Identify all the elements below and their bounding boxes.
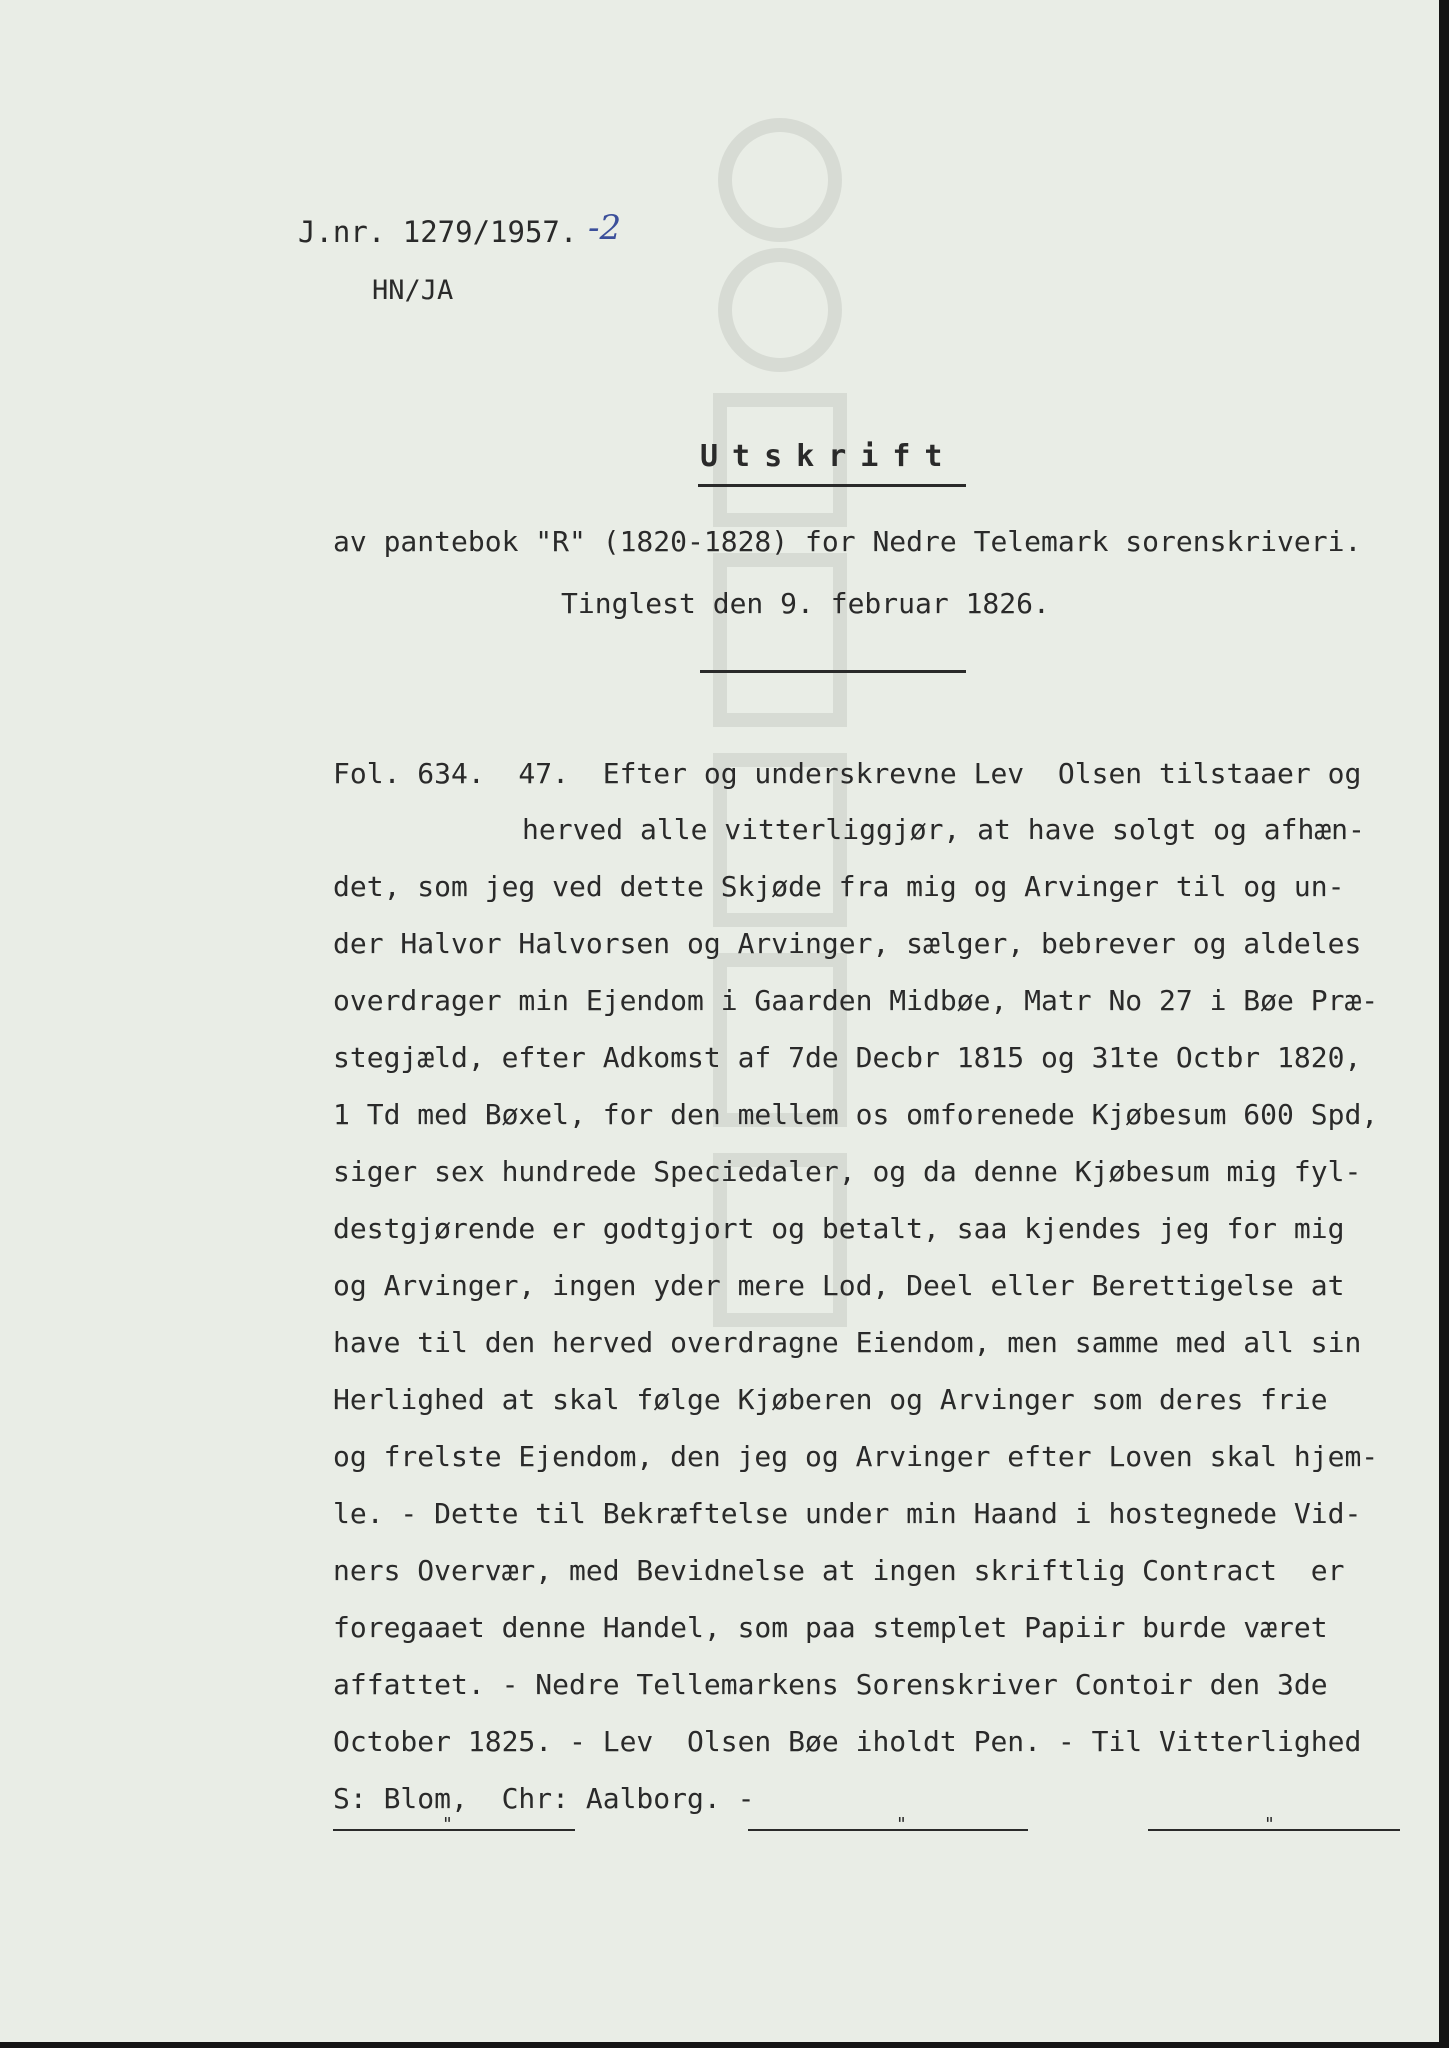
entry-line: og frelste Ejendom, den jeg og Arvinger efter Loven skal hjem- <box>333 1440 1379 1473</box>
entry-line: destgjørende er godtgjort og betalt, saa kjendes jeg for mig <box>333 1212 1345 1245</box>
entry-signature-line: S: Blom, Chr: Aalborg. - <box>333 1782 755 1815</box>
subtitle-line-1: av pantebok "R" (1820-1828) for Nedre Telemark sorenskriveri. <box>333 525 1362 558</box>
entry-line: Herlighed at skal følge Kjøberen og Arvinger som deres frie <box>333 1383 1328 1416</box>
subtitle-line-2: Tinglest den 9. februar 1826. <box>561 587 1050 620</box>
entry-line: der Halvor Halvorsen og Arvinger, sælger, bebrever og aldeles <box>333 927 1362 960</box>
entry-line: ners Overvær, med Bevidnelse at ingen skriftlig Contract er <box>333 1554 1345 1587</box>
entry-line: le. - Dette til Bekræftelse under min Haand i hostegnede Vid- <box>333 1497 1362 1530</box>
scan-edge-bottom <box>0 2042 1449 2048</box>
entry-line: det, som jeg ved dette Skjøde fra mig og Arvinger til og un- <box>333 870 1345 903</box>
entry-line: overdrager min Ejendom i Gaarden Midbøe, Matr No 27 i Bøe Præ- <box>333 984 1379 1017</box>
title-underline <box>698 484 966 487</box>
initials: HN/JA <box>372 275 454 306</box>
journal-number: J.nr. 1279/1957. <box>298 215 578 249</box>
entry-line: stegjæld, efter Adkomst af 7de Decbr 1815 og 31te Octbr 1820, <box>333 1041 1362 1074</box>
entry-line: foregaaet denne Handel, som paa stemplet Papiir burde været <box>333 1611 1328 1644</box>
document-title: Utskrift <box>700 439 957 474</box>
entry-line: siger sex hundrede Speciedaler, og da denne Kjøbesum mig fyl- <box>333 1155 1362 1188</box>
entry-line: October 1825. - Lev Olsen Bøe iholdt Pen. - Til Vitterlighed <box>333 1725 1362 1758</box>
section-divider <box>700 670 966 673</box>
entry-line: affattet. - Nedre Tellemarkens Sorenskriver Contoir den 3de <box>333 1668 1328 1701</box>
entry-line: herved alle vitterliggjør, at have solgt og afhæn- <box>522 813 1365 846</box>
handwritten-suffix: -2 <box>588 208 622 248</box>
ditto-mark: " <box>896 1814 907 1835</box>
entry-first-line: Fol. 634. 47. Efter og underskrevne Lev Olsen tilstaaer og <box>333 757 1362 790</box>
entry-line: og Arvinger, ingen yder mere Lod, Deel eller Berettigelse at <box>333 1269 1345 1302</box>
ditto-mark: " <box>442 1814 453 1835</box>
scan-edge-right <box>1439 0 1449 2048</box>
signature-rule-2 <box>748 1829 1028 1831</box>
signature-rule-1 <box>333 1829 575 1831</box>
entry-line: have til den herved overdragne Eiendom, men samme med all sin <box>333 1326 1362 1359</box>
ditto-mark: " <box>1264 1814 1275 1835</box>
entry-line: 1 Td med Bøxel, for den mellem os omforenede Kjøbesum 600 Spd, <box>333 1098 1379 1131</box>
